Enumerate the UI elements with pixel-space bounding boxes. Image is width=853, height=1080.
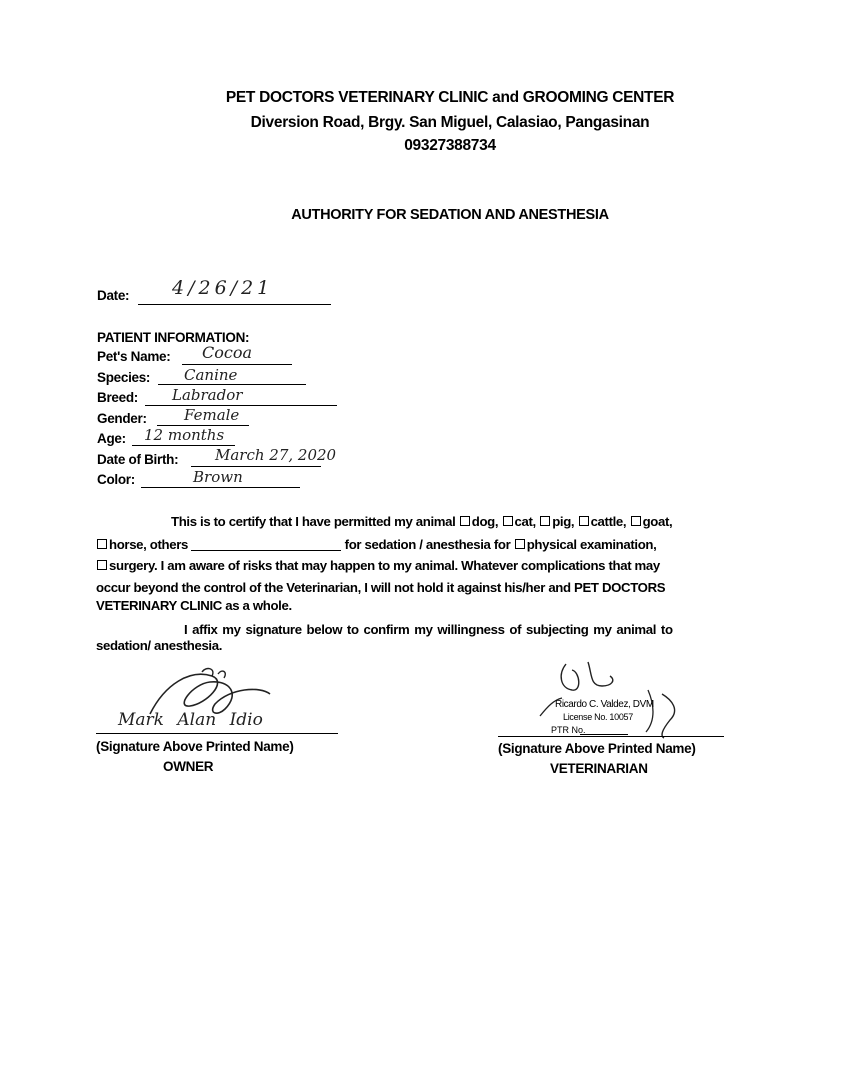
consent-line-5: VETERINARY CLINIC as a whole.	[96, 598, 292, 613]
patient-section-title: PATIENT INFORMATION:	[97, 330, 250, 345]
dob-line	[191, 466, 321, 467]
vet-stamp-ptr-line	[580, 734, 628, 735]
vet-stamp-license: License No. 10057	[563, 712, 633, 722]
goat-checkbox[interactable]	[631, 516, 641, 526]
dob-label: Date of Birth:	[97, 452, 179, 467]
pet-name-label: Pet's Name:	[97, 349, 171, 364]
species-label: Species:	[97, 370, 151, 385]
breed-line	[145, 405, 337, 406]
vet-caption: (Signature Above Printed Name)	[498, 741, 696, 756]
color-line	[141, 487, 300, 488]
clinic-name: PET DOCTORS VETERINARY CLINIC and GROOMING CENTER	[225, 89, 675, 106]
consent-line-1: This is to certify that I have permitted my animal dog, cat, pig, cattle, goat,	[171, 514, 673, 529]
owner-role: OWNER	[163, 759, 214, 774]
affix-line-1: I affix my signature below to confirm my willingness of subjecting my animal to	[184, 622, 673, 637]
physical-exam-checkbox[interactable]	[515, 539, 525, 549]
vet-signature-line	[498, 736, 724, 737]
clinic-phone: 09327388734	[404, 137, 496, 154]
consent-line-3: surgery. I am aware of risks that may happen to my animal. Whatever complications that may	[96, 556, 786, 577]
date-value: 4/26/21	[172, 277, 274, 299]
form-title: AUTHORITY FOR SEDATION AND ANESTHESIA	[291, 207, 609, 223]
cat-checkbox[interactable]	[503, 516, 513, 526]
pig-checkbox[interactable]	[540, 516, 550, 526]
gender-label: Gender:	[97, 411, 147, 426]
vet-role: VETERINARIAN	[550, 761, 648, 776]
pet-name-value: Cocoa	[202, 343, 253, 362]
clinic-address: Diversion Road, Brgy. San Miguel, Calasiao, Pangasinan	[250, 114, 650, 131]
owner-signature-line	[96, 733, 338, 734]
age-value: 12 months	[144, 426, 225, 444]
species-line	[158, 384, 306, 385]
cattle-checkbox[interactable]	[579, 516, 589, 526]
dog-checkbox[interactable]	[460, 516, 470, 526]
vet-stamp-ptr: PTR No.	[551, 725, 586, 735]
color-value: Brown	[193, 468, 243, 486]
color-label: Color:	[97, 472, 135, 487]
date-line	[138, 304, 331, 305]
consent-line-4: occur beyond the control of the Veterinarian, I will not hold it against his/her and PET DOCTORS	[96, 580, 666, 595]
species-value: Canine	[184, 366, 238, 384]
age-label: Age:	[97, 431, 126, 446]
breed-label: Breed:	[97, 390, 138, 405]
vet-stamp-name: Ricardo C. Valdez, DVM	[555, 699, 654, 710]
dob-value: March 27, 2020	[215, 446, 337, 464]
surgery-checkbox[interactable]	[97, 560, 107, 570]
date-label: Date:	[97, 288, 130, 303]
affix-line-2: sedation/ anesthesia.	[96, 638, 223, 653]
others-blank[interactable]	[191, 538, 341, 551]
owner-printed-name: Mark Alan Idio	[118, 710, 263, 730]
horse-checkbox[interactable]	[97, 539, 107, 549]
consent-line-2: horse, others for sedation / anesthesia for physical examination,	[96, 535, 776, 556]
owner-caption: (Signature Above Printed Name)	[96, 739, 294, 754]
breed-value: Labrador	[172, 386, 243, 404]
pet-name-line	[182, 364, 292, 365]
gender-value: Female	[184, 406, 240, 424]
